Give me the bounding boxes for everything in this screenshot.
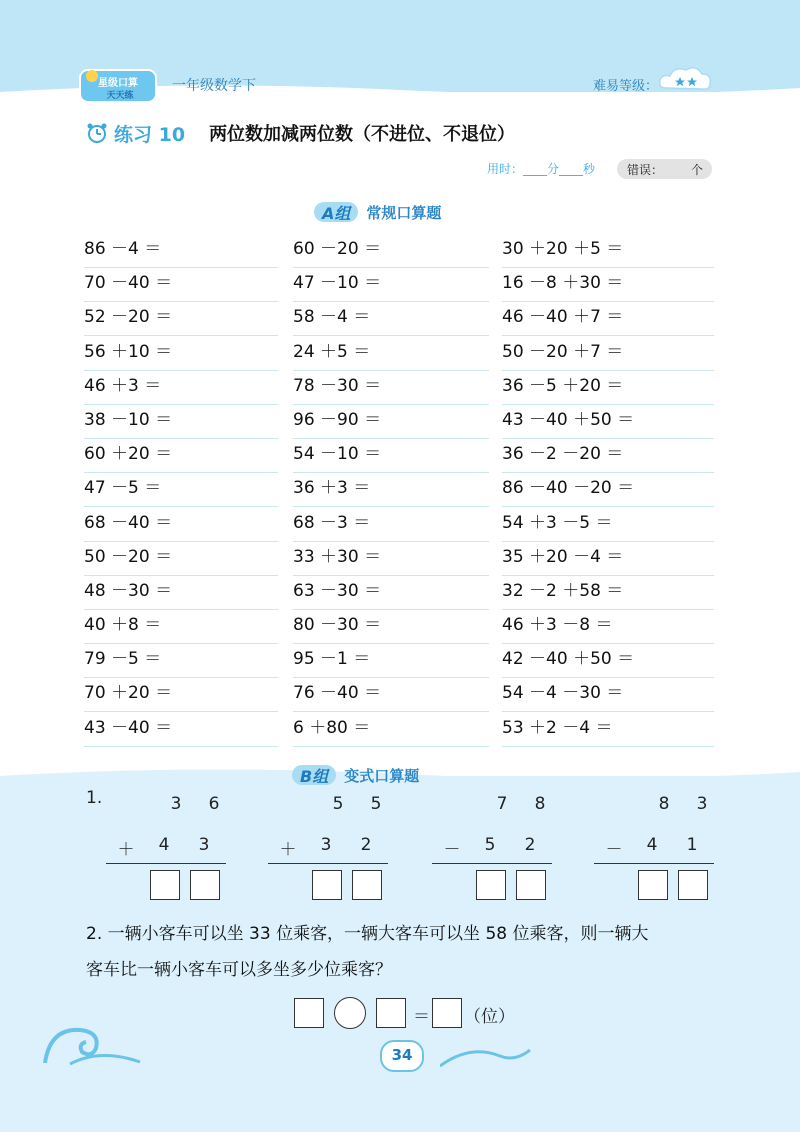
problem-item[interactable]: 54 ＋3 －5 ＝ xyxy=(502,507,714,542)
problem-item[interactable]: 33 ＋30 ＝ xyxy=(293,541,489,576)
group-a-title: 常规口算题 xyxy=(366,203,442,222)
exercise-number: 练习 10 xyxy=(114,123,186,146)
problem-item[interactable]: 63 －30 ＝ xyxy=(293,575,489,610)
problem-item[interactable]: 30 ＋20 ＋5 ＝ xyxy=(502,233,714,268)
problem-item[interactable]: 86 －4 ＝ xyxy=(84,233,278,268)
problem-item[interactable]: 47 －10 ＝ xyxy=(293,267,489,302)
answer-box-second-number[interactable] xyxy=(376,998,406,1028)
group-b-header xyxy=(292,762,419,788)
top-digit-ones: 3 xyxy=(696,794,708,814)
problem-item[interactable]: 46 ＋3 －8 ＝ xyxy=(502,609,714,644)
problem-item[interactable]: 46 －40 ＋7 ＝ xyxy=(502,301,714,336)
operator-sign: － xyxy=(443,840,461,860)
error-count-box xyxy=(617,159,712,179)
problem-row xyxy=(84,575,714,609)
bottom-digit-tens: 4 xyxy=(646,835,658,855)
series-logo xyxy=(78,66,160,106)
problem-item[interactable]: 96 －90 ＝ xyxy=(293,404,489,439)
problem-item[interactable]: 95 －1 ＝ xyxy=(293,643,489,678)
errors-label: 错误： xyxy=(627,163,664,177)
answer-box-ones[interactable] xyxy=(516,870,546,900)
problem-row xyxy=(84,507,714,541)
answer-box-tens[interactable] xyxy=(150,870,180,900)
problem-item[interactable]: 76 －40 ＝ xyxy=(293,677,489,712)
problem-item[interactable]: 38 －10 ＝ xyxy=(84,404,278,439)
bottom-digit-tens: 4 xyxy=(158,835,170,855)
group-a-problems xyxy=(84,233,714,746)
bottom-digit-ones: 1 xyxy=(686,835,698,855)
problem-item[interactable]: 32 －2 ＋58 ＝ xyxy=(502,575,714,610)
problem-item[interactable]: 36 ＋3 ＝ xyxy=(293,472,489,507)
problem-item[interactable]: 56 ＋10 ＝ xyxy=(84,336,278,371)
problem-item[interactable]: 42 －40 ＋50 ＝ xyxy=(502,643,714,678)
question-2-line-1: 2. 一辆小客车可以坐 33 位乘客，一辆大客车可以坐 58 位乘客，则一辆大 xyxy=(86,924,649,944)
bottom-digit-ones: 2 xyxy=(360,835,372,855)
group-a-header xyxy=(314,199,441,225)
bottom-digit-tens: 3 xyxy=(320,835,332,855)
question-1-number: 1. xyxy=(86,788,103,808)
problem-row xyxy=(84,541,714,575)
problem-item[interactable]: 50 －20 ＝ xyxy=(84,541,278,576)
problem-item[interactable]: 43 －40 ＋50 ＝ xyxy=(502,404,714,439)
answer-box-tens[interactable] xyxy=(312,870,342,900)
problem-item[interactable]: 60 ＋20 ＝ xyxy=(84,438,278,473)
question-2-line-2: 客车比一辆小客车可以多坐多少位乘客？ xyxy=(86,960,392,980)
problem-item[interactable]: 24 ＋5 ＝ xyxy=(293,336,489,371)
group-b-badge: B组 xyxy=(292,765,336,785)
problem-item[interactable]: 35 ＋20 －4 ＝ xyxy=(502,541,714,576)
problem-item[interactable]: 54 －10 ＝ xyxy=(293,438,489,473)
operator-sign: ＋ xyxy=(117,840,135,860)
sum-line xyxy=(106,863,226,864)
problem-item[interactable]: 60 －20 ＝ xyxy=(293,233,489,268)
svg-text:天天练: 天天练 xyxy=(106,91,134,101)
top-digit-ones: 6 xyxy=(208,794,220,814)
answer-box-tens[interactable] xyxy=(476,870,506,900)
time-used: 用时：____分____秒 xyxy=(487,162,596,176)
problem-row xyxy=(84,233,714,267)
problem-item[interactable]: 78 －30 ＝ xyxy=(293,370,489,405)
problem-row xyxy=(84,370,714,404)
problem-item[interactable]: 80 －30 ＝ xyxy=(293,609,489,644)
problem-item[interactable]: 68 －3 ＝ xyxy=(293,507,489,542)
exercise-title-row xyxy=(86,118,515,148)
answer-box-ones[interactable] xyxy=(190,870,220,900)
answer-box-result[interactable] xyxy=(432,998,462,1028)
problem-item[interactable]: 48 －30 ＝ xyxy=(84,575,278,610)
sum-line xyxy=(432,863,552,864)
equals-sign: ＝ xyxy=(413,1007,430,1027)
difficulty-label: 难易等级： xyxy=(593,79,659,94)
sum-line xyxy=(268,863,388,864)
top-digit-tens: 3 xyxy=(170,794,182,814)
wave-decoration-icon xyxy=(40,1018,150,1068)
problem-row xyxy=(84,404,714,438)
problem-item[interactable]: 43 －40 ＝ xyxy=(84,712,278,747)
problem-item[interactable]: 86 －40 －20 ＝ xyxy=(502,472,714,507)
problem-item[interactable]: 52 －20 ＝ xyxy=(84,301,278,336)
answer-box-ones[interactable] xyxy=(352,870,382,900)
top-digit-ones: 8 xyxy=(534,794,546,814)
wave-decoration-icon xyxy=(440,1040,540,1068)
problem-item[interactable]: 68 －40 ＝ xyxy=(84,507,278,542)
problem-row xyxy=(84,677,714,711)
top-digit-ones: 5 xyxy=(370,794,382,814)
problem-item[interactable]: 6 ＋80 ＝ xyxy=(293,712,489,747)
problem-item[interactable]: 70 ＋20 ＝ xyxy=(84,677,278,712)
answer-box-first-number[interactable] xyxy=(294,998,324,1028)
alarm-clock-icon xyxy=(86,122,108,144)
problem-row xyxy=(84,438,714,472)
bottom-digit-tens: 5 xyxy=(484,835,496,855)
top-digit-tens: 7 xyxy=(496,794,508,814)
exercise-title: 两位数加减两位数（不进位、不退位） xyxy=(209,124,516,145)
problem-item[interactable]: 50 －20 ＋7 ＝ xyxy=(502,336,714,371)
problem-item[interactable]: 46 ＋3 ＝ xyxy=(84,370,278,405)
problem-item[interactable]: 54 －4 －30 ＝ xyxy=(502,677,714,712)
operator-sign: ＋ xyxy=(279,840,297,860)
problem-row xyxy=(84,267,714,301)
problem-item[interactable]: 16 －8 ＋30 ＝ xyxy=(502,267,714,302)
problem-row xyxy=(84,712,714,746)
answer-circle-operator[interactable] xyxy=(334,997,366,1029)
problem-item[interactable]: 53 ＋2 －4 ＝ xyxy=(502,712,714,747)
problem-item[interactable]: 40 ＋8 ＝ xyxy=(84,609,278,644)
subject-label: 一年级数学下 xyxy=(172,78,256,94)
sum-line xyxy=(594,863,714,864)
operator-sign: － xyxy=(605,840,623,860)
problem-item[interactable]: 36 －5 ＋20 ＝ xyxy=(502,370,714,405)
problem-item[interactable]: 58 －4 ＝ xyxy=(293,301,489,336)
bottom-digit-ones: 3 xyxy=(198,835,210,855)
bottom-digit-ones: 2 xyxy=(524,835,536,855)
problem-item[interactable]: 36 －2 －20 ＝ xyxy=(502,438,714,473)
problem-item[interactable]: 47 －5 ＝ xyxy=(84,472,278,507)
top-digit-tens: 5 xyxy=(332,794,344,814)
errors-unit: 个 xyxy=(691,163,704,177)
top-digit-tens: 8 xyxy=(658,794,670,814)
problem-row xyxy=(84,336,714,370)
page-number: 34 xyxy=(380,1040,424,1072)
problem-item[interactable]: 79 －5 ＝ xyxy=(84,643,278,678)
answer-box-ones[interactable] xyxy=(678,870,708,900)
svg-text:星级口算: 星级口算 xyxy=(98,78,138,89)
problem-row xyxy=(84,609,714,643)
group-b-title: 变式口算题 xyxy=(344,766,420,785)
problem-row xyxy=(84,301,714,335)
answer-unit: （位） xyxy=(464,1007,515,1027)
problem-item[interactable]: 70 －40 ＝ xyxy=(84,267,278,302)
group-a-badge: A组 xyxy=(314,202,358,222)
difficulty-stars-cloud-icon xyxy=(656,64,714,94)
problem-row xyxy=(84,472,714,506)
answer-box-tens[interactable] xyxy=(638,870,668,900)
problem-row xyxy=(84,643,714,677)
